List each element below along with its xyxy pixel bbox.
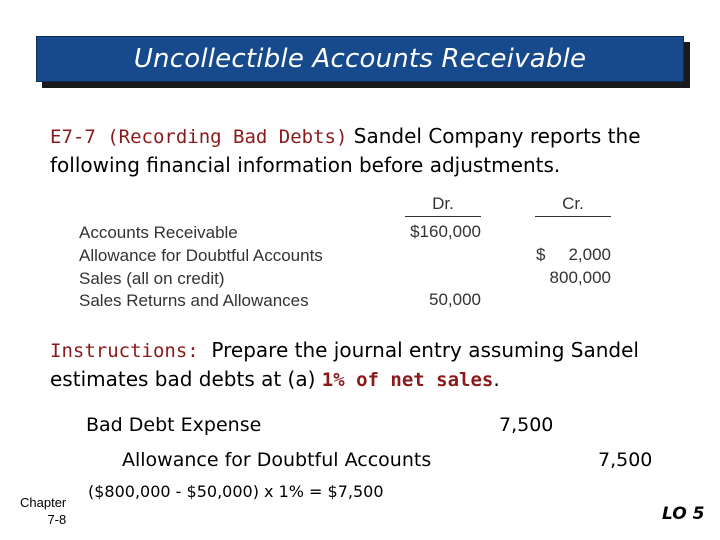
dr-column-header: Dr. [405,194,481,214]
table-row: Sales (all on credit) [79,269,225,288]
cr-value: 2,000 [568,245,611,264]
exercise-text: Sandel Company reports the following financial information before adjustments. [50,124,641,177]
instructions-label: Instructions: [50,340,199,362]
dr-value: 50,000 [429,290,481,309]
exercise-label: E7-7 (Recording Bad Debts) [50,126,348,148]
table-row: Accounts Receivable [79,223,238,242]
journal-debit-account: Bad Debt Expense [86,414,262,436]
instructions: Instructions: Prepare the journal entry assuming Sandel estimates bad debts at (a) 1% of net sales. [50,338,646,391]
table-row: Allowance for Doubtful Accounts [79,246,323,265]
calculation-note: ($800,000 - $50,000) x 1% = $7,500 [88,482,384,501]
cr-column-header: Cr. [535,194,611,214]
journal-debit-amount: 7,500 [499,414,554,436]
journal-credit-amount: 7,500 [598,449,653,471]
cr-value: 800,000 [549,268,611,287]
exercise-intro [50,122,690,179]
journal-credit-account: Allowance for Doubtful Accounts [122,449,432,471]
chapter-label: Chapter 7-8 [20,495,67,527]
table-row: Sales Returns and Allowances [79,291,309,310]
learning-objective: LO 5 [662,504,705,524]
instructions-highlight: 1% of net sales [321,369,494,391]
cr-dollar-sign: $ [536,245,546,264]
instructions-text: Prepare the journal entry assuming Sandel estimates bad debts at (a) [50,338,646,391]
dr-value: $160,000 [410,222,481,241]
title-banner [36,36,684,82]
slide-title: Uncollectible Accounts Receivable [133,44,587,74]
